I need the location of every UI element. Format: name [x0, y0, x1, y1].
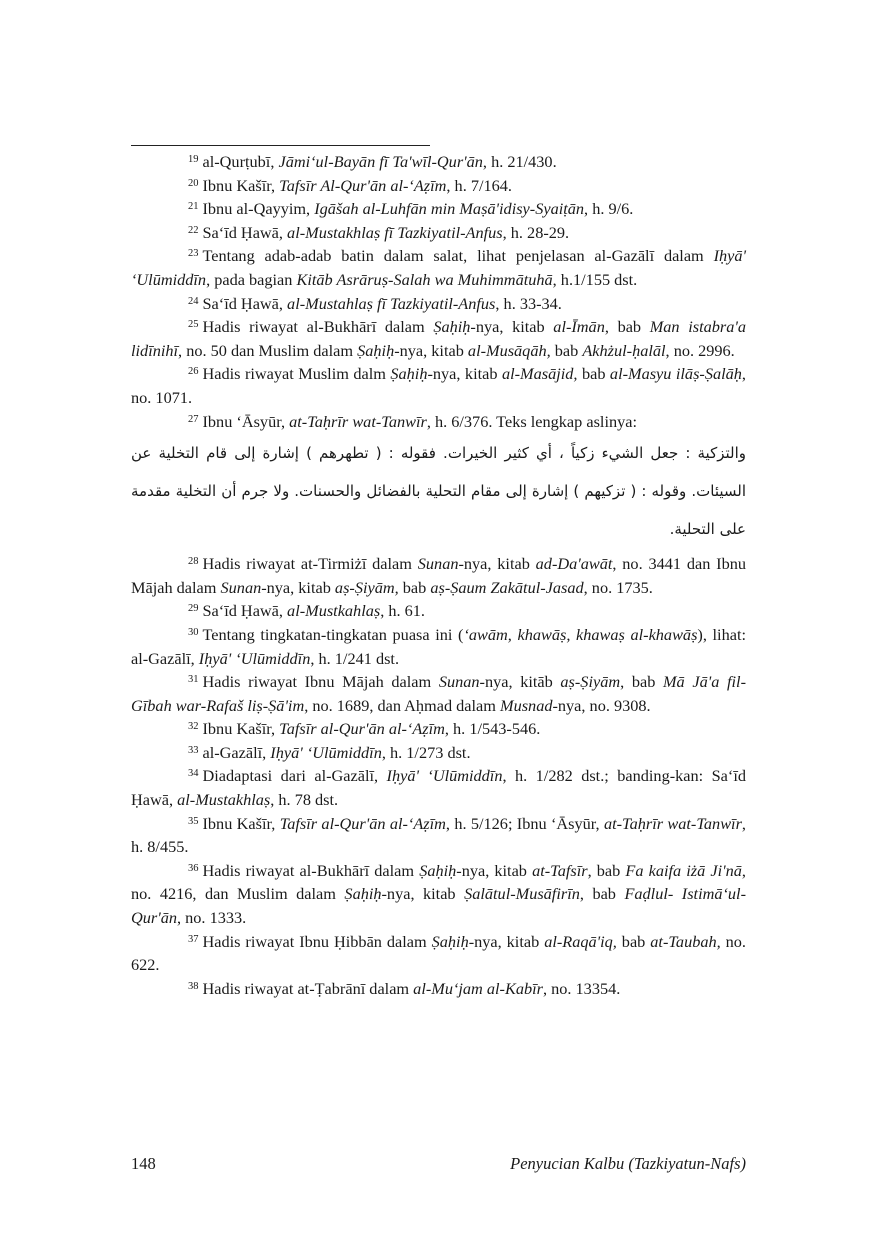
footnote-text: , h. 6/376. Teks lengkap aslinya: — [426, 411, 638, 431]
footnote-text: , pada bagian — [206, 269, 297, 289]
footnote-title-italic: al-Mustkahlaṣ — [287, 601, 381, 621]
footnote-title-italic: Sunan — [220, 577, 262, 597]
footnote-text: al-Gazālī, — [202, 742, 271, 762]
footnote-title-italic: al-Musāqāh, — [467, 340, 551, 360]
footnote-text: , h. 28-29. — [502, 222, 570, 242]
footnote-title-italic: Tafsīr al-Qur'ān al-‘Aẓīm — [279, 719, 445, 739]
footnote-text: , no. 3441 dan Ibnu Mājah dalam — [131, 554, 746, 597]
footnote-number: 36 — [188, 862, 199, 874]
footnote-title-italic: Faḍlul- Istimā‘ul-Qur'ān — [131, 884, 746, 928]
footnote-title-italic: al-Mustakhlaṣ fī Tazkiyatil-Anfus — [287, 222, 503, 242]
footnote-26 — [131, 362, 746, 409]
footnote-title-italic: Ṣaḥiḥ — [390, 364, 428, 384]
footnote-text: Hadis riwayat al-Bukhārī dalam — [202, 860, 420, 880]
footnote-text: -nya, no. 9308. — [552, 695, 651, 715]
footnote-title-italic: Sunan — [417, 554, 459, 574]
footnote-text: , h. 1/241 dst. — [310, 648, 400, 668]
footnote-35 — [131, 812, 746, 859]
footnote-title-italic: al-Masājid, — [501, 364, 578, 384]
footnote-text: , no. 13354. — [542, 978, 621, 998]
footnote-title-italic: Akhżul-ḥalāl — [582, 340, 666, 360]
footnote-text: , h. 1/273 dst. — [381, 742, 471, 762]
footnote-text: Hadis riwayat al-Bukhārī dalam — [202, 317, 434, 337]
footnote-title-italic: at-Taḥrīr wat-Tanwīr — [603, 813, 742, 833]
footnote-title-italic: Ṣaḥiḥ — [357, 340, 395, 360]
footnote-text: Ibnu Kašīr, — [202, 175, 280, 195]
footnote-text: -nya, kitab — [456, 860, 533, 880]
footnote-text: , h. 5/126; Ibnu ‘Āsyūr, — [445, 813, 604, 833]
footnote-title-italic: Ṣalātul-Musāfirīn — [464, 884, 580, 904]
footnote-text: Ibnu Kašīr, — [202, 813, 280, 833]
footnote-text: Hadis riwayat at-Ṭabrānī dalam — [202, 978, 414, 998]
footnote-23 — [131, 244, 746, 291]
footnote-title-italic: Ṣaḥiḥ — [419, 860, 457, 880]
footnote-title-italic: Iḥyā' ‘Ulūmiddīn — [270, 742, 382, 762]
footnote-text: -nya, kitab — [427, 364, 502, 384]
footnote-19 — [131, 150, 746, 174]
footnote-number: 33 — [188, 744, 199, 756]
footnote-text: , bab — [620, 672, 663, 692]
footnote-33 — [131, 741, 746, 765]
footnote-text: Ibnu Kašīr, — [202, 719, 280, 739]
footnote-text: Hadis riwayat Ibnu Mājah dalam — [202, 672, 439, 692]
footnote-number: 28 — [188, 556, 199, 568]
footnote-text: -nya, kitāb — [479, 672, 561, 692]
footnote-24 — [131, 292, 746, 316]
footnote-28 — [131, 552, 746, 599]
footnote-text: , no. 1689, dan Aḥmad dalam — [304, 695, 501, 715]
running-footer-title: Penyucian Kalbu (Tazkiyatun-Nafs) — [510, 1154, 746, 1173]
footnote-32 — [131, 717, 746, 741]
footnote-34 — [131, 764, 746, 811]
footnote-separator — [131, 145, 430, 146]
footnote-text: , no. 50 dan Muslim dalam — [178, 340, 358, 360]
footnote-text: -nya, kitab — [394, 340, 468, 360]
footnote-text: Tentang tingkatan-tingkatan puasa ini ( — [202, 624, 464, 644]
footnote-title-italic: Iḥyā' ‘Ulūmiddīn — [131, 246, 746, 289]
footnote-38 — [131, 977, 746, 1001]
footnote-text: , no. 1735. — [583, 577, 653, 597]
footnote-text: , h. 61. — [380, 601, 425, 621]
footnote-text: , h. 7/164. — [446, 175, 512, 195]
footnote-text: bab — [577, 364, 610, 384]
footnote-number: 25 — [188, 319, 199, 331]
footnote-text: -nya, kitab — [381, 884, 465, 904]
footnote-text: Diadaptasi dari al-Gazālī, — [202, 766, 387, 786]
footnote-text: , bab — [587, 860, 626, 880]
footnote-text: , no. 2996. — [665, 340, 735, 360]
footnote-text: bab — [550, 340, 583, 360]
footnote-27 — [131, 410, 746, 434]
footnote-text: Hadis riwayat Muslim dalm — [202, 364, 391, 384]
footnote-title-italic: Musnad — [500, 695, 553, 715]
footnote-text: Tentang adab-adab batin dalam salat, lihat penjelasan al-Gazālī dalam — [202, 246, 714, 266]
footnote-title-italic: Fa kaifa iżā Ji'nā — [625, 860, 742, 880]
footnote-title-italic: Ṣaḥiḥ — [431, 931, 469, 951]
footnote-title-italic: Ṣaḥiḥ — [433, 317, 471, 337]
footnote-text: -nya, kitab — [470, 317, 554, 337]
footnotes-section — [131, 150, 746, 1000]
footnote-title-italic: Kitāb Asrāruṣ-Salah wa Muhimmātuhā — [296, 269, 553, 289]
footnote-text: -nya, kitab — [261, 577, 335, 597]
footnote-title-italic: Man istabra'a lidīnihī — [131, 317, 746, 360]
footnote-title-italic: aṣ-Ṣiyām — [560, 672, 621, 692]
footnote-title-italic: at-Tafsīr — [532, 860, 588, 880]
footnote-31 — [131, 670, 746, 717]
footnote-text: Sa‘īd Ḥawā, — [202, 222, 288, 242]
footnote-text: bab — [398, 577, 431, 597]
footnote-number: 23 — [188, 248, 199, 260]
footnote-number: 31 — [188, 674, 199, 686]
footnote-number: 34 — [188, 768, 199, 780]
footnote-title-italic: al-Masyu ilāṣ-Ṣalāḥ — [609, 364, 742, 384]
footnote-text: , no. 1333. — [177, 908, 247, 928]
footnote-number: 24 — [188, 295, 199, 307]
footnote-title-italic: Sunan — [438, 672, 480, 692]
footnote-text: , h. 9/6. — [584, 199, 634, 219]
footnote-text: Hadis riwayat at-Tirmiżī dalam — [202, 554, 418, 574]
footnote-text: Sa‘īd Ḥawā, — [202, 293, 288, 313]
footnote-text: , h. 21/430. — [482, 152, 557, 171]
footnote-text: -nya, kitab — [458, 554, 536, 574]
footnote-title-italic: al-Īmān — [553, 317, 605, 337]
footnote-title-italic: al-Mustahlaṣ fī Tazkiyatil-Anfus — [287, 293, 496, 313]
footnote-text: , h. 33-34. — [495, 293, 562, 313]
footnote-number: 32 — [188, 721, 199, 733]
footnote-title-italic: al-Mustakhlaṣ — [177, 790, 271, 810]
footnote-title-italic: aṣ-Ṣiyām, — [334, 577, 399, 597]
footnote-text: no. 622. — [131, 931, 747, 975]
arabic-quotation: والتزكية : جعل الشيء زكياً ، أي كثير الخيرات. فقوله : ( تطهرهم ) إشارة إلى قام التخلية عن السيئات. وقوله : ( تزكيهم ) إشارة إلى مقام التحلية بالفضائل والحسنات. ولا جرم أن التخلية مقدمة على التحلية. — [131, 444, 746, 539]
footnote-title-italic: aṣ-Ṣaum Zakātul-Jasad — [430, 577, 584, 597]
footnote-number: 20 — [188, 177, 199, 189]
footnote-number: 21 — [188, 201, 199, 213]
footnote-22 — [131, 221, 746, 245]
footnote-text: al-Qurṭubī, — [202, 152, 279, 171]
footnote-20 — [131, 174, 746, 198]
footnote-title-italic: al-Mu‘jam al-Kabīr — [413, 978, 543, 998]
footnote-text: Hadis riwayat Ibnu Ḥibbān dalam — [202, 931, 432, 951]
footnote-number: 26 — [188, 366, 199, 378]
footnote-text: Ibnu al-Qayyim, — [202, 199, 315, 219]
footnote-25 — [131, 315, 746, 362]
footnote-text: bab — [616, 931, 651, 951]
footnote-title-italic: Igāšah al-Luhfān min Maṣā'idisy-Syaiṭān — [314, 199, 585, 219]
footnote-text: , bab — [604, 317, 650, 337]
footnote-title-italic: Tafsīr Al-Qur'ān al-‘Aẓīm — [279, 175, 447, 195]
footnote-title-italic: at-Taubah, — [650, 931, 721, 951]
footnote-text: , h. 1/543-546. — [444, 719, 541, 739]
footnote-title-italic: ad-Da'awāt — [535, 554, 613, 574]
footnote-text: , bab — [579, 884, 625, 904]
footnote-title-italic: Jāmi‘ul-Bayān fī Ta'wīl-Qur'ān — [278, 152, 483, 171]
footnote-title-italic: Iḥyā' ‘Ulūmiddīn — [198, 648, 311, 668]
footnote-text: , h. 78 dst. — [270, 790, 339, 810]
footnote-text: , no. 1071. — [131, 364, 746, 407]
footnote-number: 19 — [188, 154, 199, 165]
footnote-title-italic: Ṣaḥiḥ — [344, 884, 382, 904]
footnote-number: 30 — [188, 626, 199, 638]
footnote-number: 38 — [188, 980, 199, 992]
footnote-text: ), lihat: al-Gazālī, — [131, 624, 746, 668]
footnote-text: Sa‘īd Ḥawā, — [202, 601, 288, 621]
footnote-number: 37 — [188, 933, 199, 945]
footnote-title-italic: Mā Jā'a fil-Gībah war-Rafaš liṣ-Ṣā'im — [131, 672, 747, 715]
footnote-title-italic: al-Raqā'iq, — [544, 931, 617, 951]
footnote-30 — [131, 623, 746, 670]
footnote-text: , h. 8/455. — [131, 813, 746, 857]
footnote-36 — [131, 859, 746, 930]
page-number: 148 — [131, 1154, 156, 1173]
footnote-text: Ibnu ‘Āsyūr, — [202, 411, 290, 431]
footnote-text: , h.1/155 dst. — [552, 269, 638, 289]
footnote-title-italic: Tafsīr al-Qur'ān al-‘Aẓīm — [279, 813, 446, 833]
footnote-number: 27 — [188, 413, 199, 425]
footnote-37 — [131, 930, 746, 977]
footnote-title-italic: ‘awām, khawāṣ, khawaṣ al-khawāṣ — [463, 624, 698, 644]
footnote-21 — [131, 197, 746, 221]
footnote-number: 35 — [188, 815, 199, 827]
footnote-title-italic: Iḥyā' ‘Ulūmiddīn — [386, 766, 503, 786]
footnote-title-italic: at-Taḥrīr wat-Tanwīr — [289, 411, 427, 431]
footnote-number: 22 — [188, 224, 199, 236]
footnote-text: -nya, kitab — [468, 931, 545, 951]
footnote-number: 29 — [188, 603, 199, 615]
footnote-text: , no. 4216, dan Muslim dalam — [131, 860, 746, 904]
footnote-29 — [131, 599, 746, 623]
footnote-text: , h. 1/282 dst.; banding-kan: Sa‘īd Ḥawā, — [131, 766, 746, 810]
